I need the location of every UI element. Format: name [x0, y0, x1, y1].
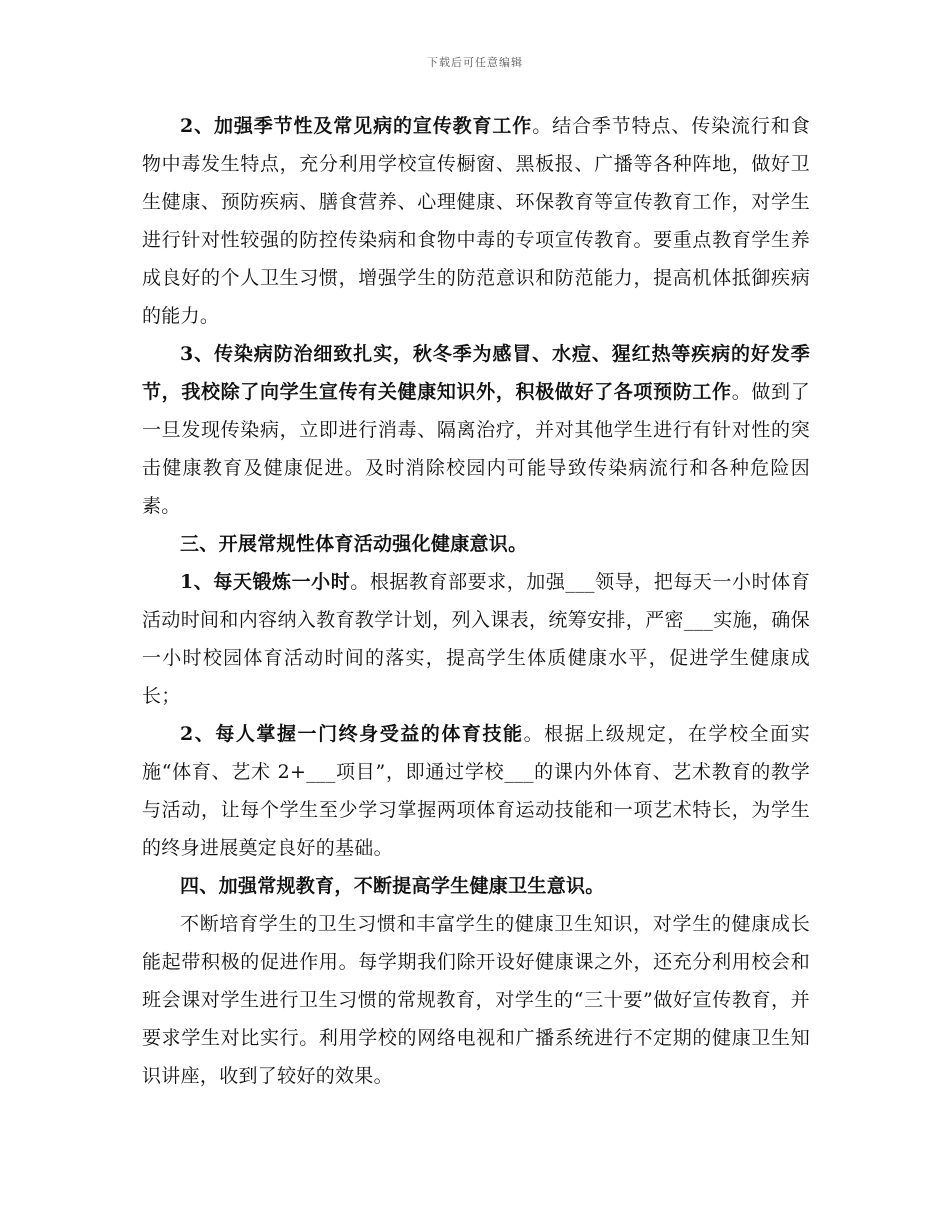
- paragraph-hygiene-habits: [142, 905, 810, 1095]
- document-body: [142, 107, 810, 1095]
- paragraph-text: 。结合季节特点、传染流行和食物中毒发生特点，充分利用学校宣传橱窗、黑板报、广播等各种阵地，做好卫生健康、预防疾病、膳食营养、心理健康、环保教育等宣传教育工作，对学生进行针对性较强的防控传染病和食物中毒的专项宣传教育。要重点教育学生养成良好的个人卫生习惯，增强学生的防范意识和防范能力，提高机体抵御疾病的能力。: [142, 115, 811, 327]
- paragraph-seasonal-education: [142, 107, 810, 335]
- header-note: 下载后可任意编辑: [427, 56, 523, 69]
- section-heading: 四、加强常规教育，不断提高学生健康卫生意识。: [180, 875, 605, 897]
- paragraph-text: 。根据上级规定，在学校全面实施“体育、艺术 2+___项目”，即通过学校___的课内外体育、艺术教育的教学与活动，让每个学生至少学习掌握两项体育运动技能和一项艺术特长，为学生的终身进展奠定良好的基础。: [142, 723, 810, 859]
- paragraph-heading: 2、加强季节性及常见病的宣传教育工作: [180, 115, 533, 137]
- paragraph-sports-skill: [142, 715, 810, 867]
- paragraph-heading: 2、每人掌握一门终身受益的体育技能: [180, 723, 524, 745]
- section-heading: 三、开展常规性体育活动强化健康意识。: [180, 533, 528, 555]
- paragraph-infectious-disease: [142, 335, 810, 525]
- paragraph-heading: 3、传染病防治细致扎实，秋冬季为感冒、水痘、猩红热等疾病的好发季节，我校除了向学生宣传有关健康知识外，积极做好了各项预防工作: [142, 343, 810, 403]
- paragraph-text: 。根据教育部要求，加强___领导，把每天一小时体育活动时间和内容纳入教育教学计划，列入课表，统筹安排，严密___实施，确保一小时校园体育活动时间的落实，提高学生体质健康水平，促进学生健康成长；: [142, 571, 810, 707]
- paragraph-daily-exercise: [142, 563, 810, 715]
- section-heading-routine-education: [142, 867, 810, 905]
- paragraph-text: 。做到了一旦发现传染病，立即进行消毒、隔离治疗，并对其他学生进行有针对性的突击健康教育及健康促进。及时消除校园内可能导致传染病流行和各种危险因素。: [142, 381, 810, 517]
- section-heading-sports: [142, 525, 810, 563]
- paragraph-text: 不断培育学生的卫生习惯和丰富学生的健康卫生知识，对学生的健康成长能起带积极的促进作用。每学期我们除开设好健康课之外，还充分利用校会和班会课对学生进行卫生习惯的常规教育，对学生的“三十要”做好宣传教育，并要求学生对比实行。利用学校的网络电视和广播系统进行不定期的健康卫生知识讲座，收到了较好的效果。: [142, 913, 810, 1087]
- paragraph-heading: 1、每天锻炼一小时: [180, 571, 351, 593]
